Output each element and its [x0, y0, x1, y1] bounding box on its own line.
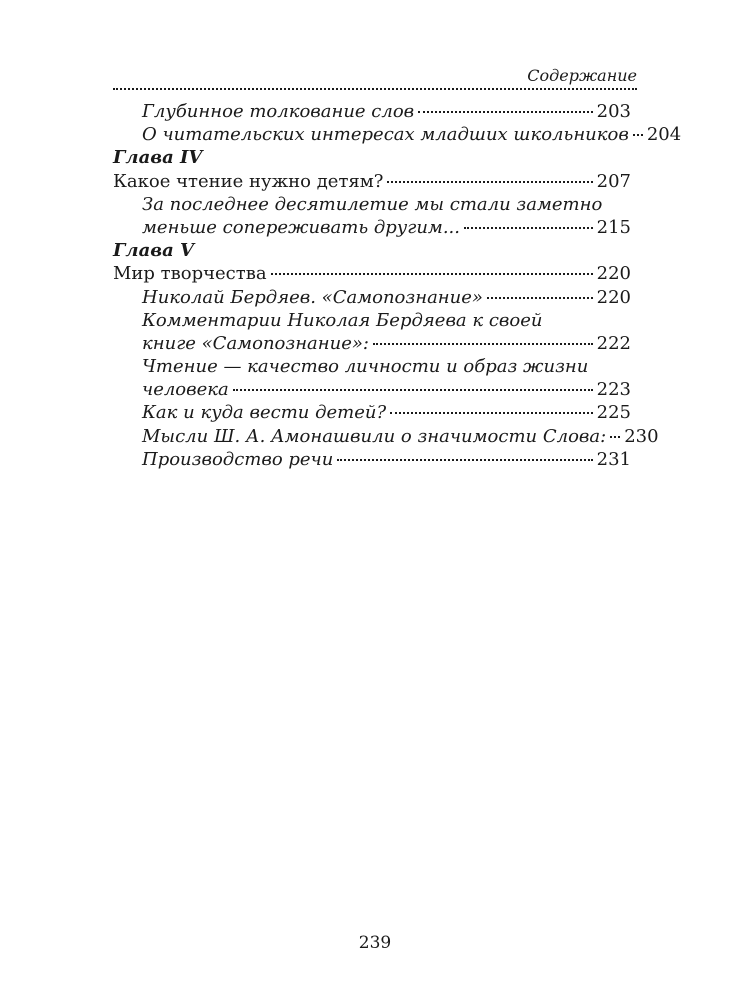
dot-leader	[464, 227, 593, 229]
toc-entry[interactable]	[113, 448, 631, 471]
toc-chapter-heading[interactable]	[113, 146, 631, 169]
toc-entry-title: меньше сопереживать другим...	[142, 216, 460, 238]
toc-entry[interactable]	[113, 170, 631, 193]
toc-entry-continued[interactable]	[113, 355, 631, 378]
toc-entry-title: Как и куда вести детей?	[142, 402, 387, 424]
chapter-title: Глава V	[113, 240, 194, 262]
toc-entry-page: 225	[596, 402, 631, 424]
toc-entry[interactable]	[113, 216, 631, 239]
toc-entry[interactable]	[113, 262, 631, 285]
toc-entry-title: Николай Бердяев. «Самопознание»	[142, 286, 483, 308]
toc-entry-page: 215	[596, 216, 631, 238]
dot-leader	[387, 181, 592, 183]
toc-entry-page: 203	[596, 101, 631, 122]
toc-entry-title: человека	[142, 379, 229, 401]
dot-leader	[233, 389, 593, 391]
toc-entry-page: 230	[624, 425, 659, 447]
toc-entry-page: 207	[596, 170, 631, 192]
toc-entry-title: Мир творчества	[113, 263, 267, 285]
toc-entry-title: книге «Самопознание»:	[142, 332, 369, 354]
toc-entry-page: 204	[646, 124, 682, 146]
toc-entry[interactable]	[113, 332, 631, 355]
toc-entry-page: 220	[596, 286, 631, 308]
toc-entry-title: Мысли Ш. А. Амонашвили о значимости Слова:	[142, 425, 607, 447]
dot-leader	[390, 412, 593, 414]
page-number: 239	[358, 933, 392, 953]
toc-entry[interactable]	[113, 100, 631, 123]
dot-leader	[610, 436, 620, 438]
toc-entry[interactable]	[113, 123, 682, 146]
table-of-contents	[113, 100, 682, 471]
toc-entry[interactable]	[113, 378, 631, 401]
toc-entry-title: Какое чтение нужно детям?	[113, 170, 384, 192]
toc-entry-title: Производство речи	[142, 448, 334, 470]
toc-entry-page: 231	[596, 448, 631, 470]
toc-entry-continued[interactable]	[113, 309, 631, 332]
toc-entry[interactable]	[113, 425, 659, 448]
dot-leader	[418, 111, 592, 113]
toc-entry-title: Чтение — качество личности и образ жизни	[142, 356, 589, 378]
toc-entry-title: Комментарии Николая Бердяева к своей	[142, 309, 543, 331]
header-dotted-rule	[113, 88, 637, 90]
toc-entry[interactable]	[113, 401, 631, 424]
toc-chapter-heading[interactable]	[113, 239, 631, 262]
dot-leader	[271, 273, 593, 275]
toc-entry-page: 220	[596, 263, 631, 285]
toc-entry-page: 222	[596, 332, 631, 354]
dot-leader	[337, 459, 592, 461]
dot-leader	[633, 134, 643, 136]
toc-entry-title: О читательских интересах младших школьников	[142, 124, 629, 146]
running-header: Содержание	[527, 66, 637, 85]
dot-leader	[487, 297, 593, 299]
toc-entry-continued[interactable]	[113, 193, 631, 216]
chapter-title: Глава IV	[113, 147, 203, 169]
toc-entry-title: Глубинное толкование слов	[142, 101, 415, 122]
dot-leader	[373, 343, 593, 345]
toc-entry-title: За последнее десятилетие мы стали заметно	[142, 193, 603, 215]
toc-entry[interactable]	[113, 286, 631, 309]
toc-entry-page: 223	[596, 379, 631, 401]
